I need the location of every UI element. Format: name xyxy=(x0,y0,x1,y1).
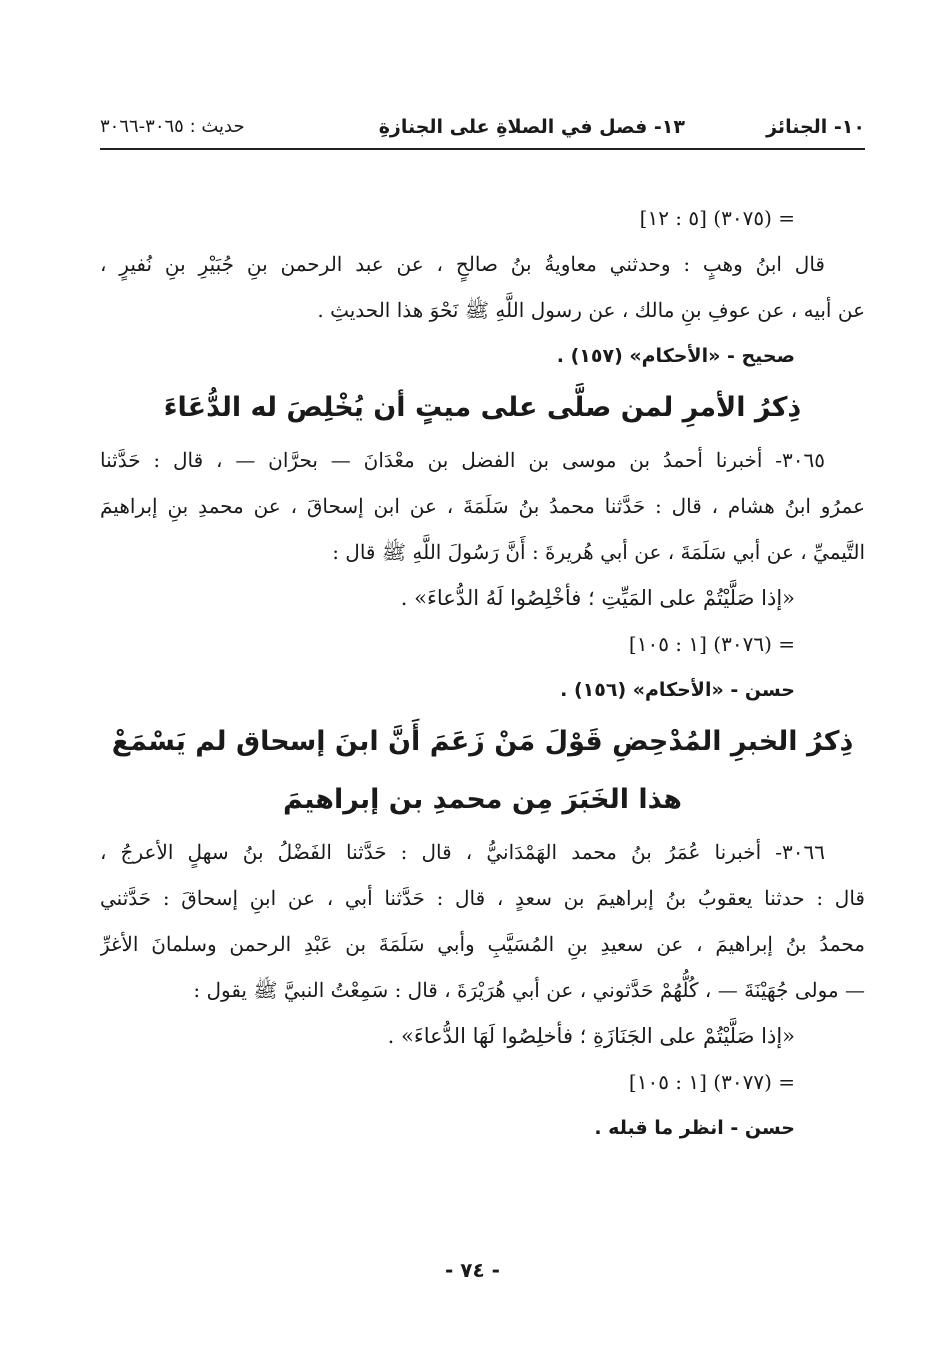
section-heading: ذِكرُ الأمرِ لمن صلَّى على ميتٍ أن يُخْلِصَ له الدُّعَاءَ xyxy=(163,392,802,423)
hadith-line: التَّيميِّ ، عن أبي سَلَمَةَ ، عن أبي هُريرةَ : أَنَّ رَسُولَ اللَّهِ ﷺ قال : xyxy=(332,540,865,564)
chapter-title: ١٣- فصل في الصلاةِ على الجنازةِ xyxy=(378,116,685,138)
grading: صحيح - «الأحكام» (١٥٧) . xyxy=(556,345,795,367)
cross-reference: = (٣٠٧٧) [١ : ١٠٥] xyxy=(628,1070,795,1094)
hadith-quote: «إذا صَلَّيْتُمْ على المَيِّتِ ؛ فأخْلِصُوا لَهُ الدُّعاءَ» . xyxy=(400,586,795,610)
hadith-range: حديث : ٣٠٦٥-٣٠٦٦ xyxy=(100,116,245,137)
text-line: قال ابنُ وهبٍ : وحدثني معاويةُ بنُ صالحٍ ، عن عبد الرحمن بنِ جُبَيْرِ بنِ نُفيرٍ ، xyxy=(100,252,825,276)
grading: حسن - انظر ما قبله . xyxy=(594,1117,795,1139)
hadith-quote: «إذا صَلَّيْتُمْ على الجَنَازَةِ ؛ فأخلِصُوا لَهَا الدُّعاءَ» . xyxy=(387,1024,795,1048)
hadith-line: ٣٠٦٦- أخبرنا عُمَرُ بنُ محمد الهَمْدَانيُّ ، قال : حَدَّثنا الفَضْلُ بنُ سهلٍ الأعرجُ ، xyxy=(100,840,825,864)
header-rule xyxy=(100,148,865,150)
hadith-line: عمرُو ابنُ هشام ، قال : حَدَّثنا محمدُ بنُ سَلَمَةَ ، عن ابن إسحاقَ ، عن محمدِ بنِ إبراهيمَ xyxy=(100,494,865,518)
hadith-line: قال : حدثنا يعقوبُ بنُ إبراهيمَ بن سعدٍ ، قال : حَدَّثنا أبي ، عن ابنِ إسحاقَ : حَدَّثني xyxy=(100,886,865,910)
book-title: ١٠- الجنائز xyxy=(766,116,865,138)
section-heading-continued: هذا الخَبَرَ مِن محمدِ بن إبراهيمَ xyxy=(283,784,682,815)
hadith-line: محمدُ بنُ إبراهيمَ ، عن سعيدِ بنِ المُسَيَّبِ وأبي سَلَمَةَ بن عَبْدِ الرحمن وسلمانَ الأغرِّ xyxy=(100,932,865,956)
section-heading: ذِكرُ الخبرِ المُدْحِضِ قَوْلَ مَنْ زَعَمَ أَنَّ ابنَ إسحاق لم يَسْمَعْ xyxy=(111,726,854,757)
running-header xyxy=(100,112,865,146)
cross-reference: = (٣٠٧٥) [٥ : ١٢] xyxy=(639,206,795,230)
hadith-line: ٣٠٦٥- أخبرنا أحمدُ بن موسى بن الفضل بن معْدَانَ — بحرَّان — ، قال : حَدَّثنا xyxy=(100,448,825,472)
hadith-line: — مولى جُهَيْنَةَ — ، كُلُّهُمْ حَدَّثوني ، عن أبي هُرَيْرَةَ ، قال : سَمِعْتُ النبيَّ ﷺ يقول : xyxy=(193,978,865,1002)
grading: حسن - «الأحكام» (١٥٦) . xyxy=(560,679,795,701)
cross-reference: = (٣٠٧٦) [١ : ١٠٥] xyxy=(628,632,795,656)
text-line: عن أبيه ، عن عوفِ بنِ مالك ، عن رسول اللَّهِ ﷺ نَحْوَ هذا الحديثِ . xyxy=(317,298,865,322)
page-number: - ٧٤ - xyxy=(445,1258,500,1282)
page-body xyxy=(100,195,865,1151)
